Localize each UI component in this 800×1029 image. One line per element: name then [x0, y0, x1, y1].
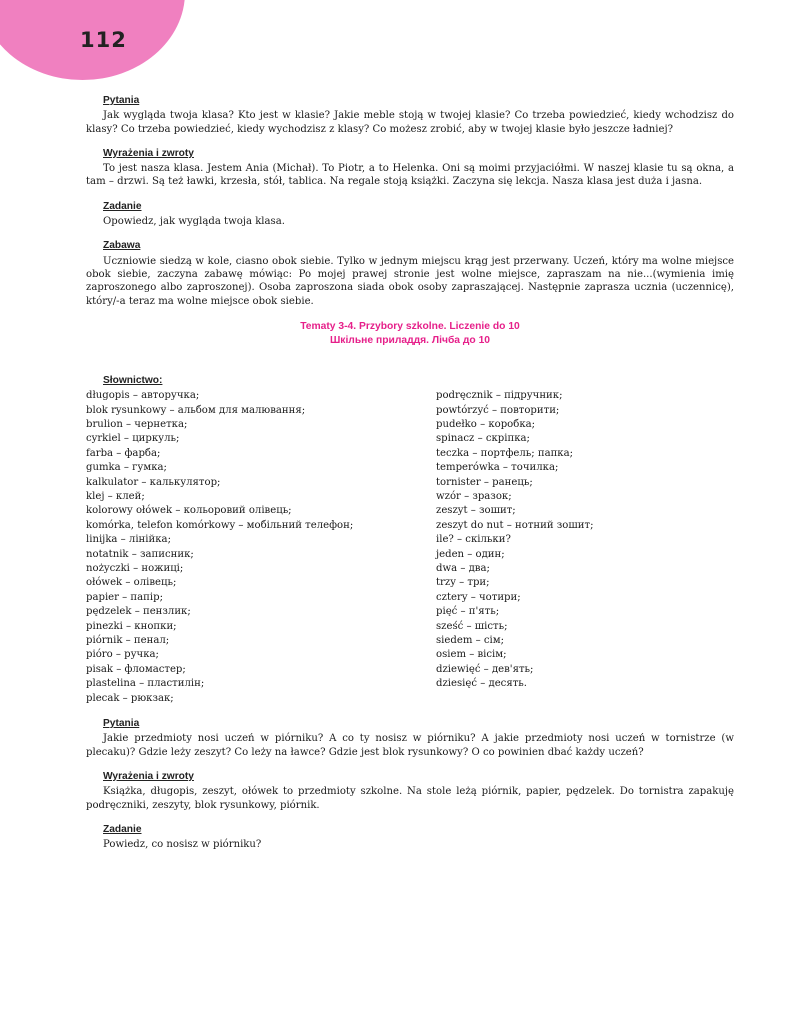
vocabulary-entry: kolorowy ołówek – кольоровий олівець;: [86, 505, 292, 517]
vocabulary-entry: cyrkiel – циркуль;: [86, 433, 180, 445]
vocabulary-columns: [86, 389, 734, 706]
page-number: 112: [80, 28, 127, 52]
section-heading: Wyrażenia i zwroty: [103, 770, 194, 782]
vocabulary-entry: dziewięć – дев'ять;: [436, 663, 534, 675]
section-heading: Zadanie: [103, 823, 142, 835]
vocabulary-entry: tornister – ранець;: [436, 476, 533, 488]
vocabulary-entry: wzór – зразок;: [436, 491, 512, 502]
section-text: Opowiedz, jak wygląda twoja klasa.: [103, 216, 285, 228]
vocabulary-entry: jeden – один;: [436, 548, 505, 560]
vocabulary-entry: plecak – рюкзак;: [86, 692, 174, 704]
section-wyrazenia-2: [86, 770, 734, 812]
topic-title: [86, 320, 734, 349]
section-pytania-2: [86, 717, 734, 759]
vocabulary-entry: kalkulator – калькулятор;: [86, 476, 221, 488]
vocabulary-entry: pędzelek – пензлик;: [86, 606, 191, 618]
section-text: Powiedz, co nosisz w piórniku?: [103, 839, 262, 851]
vocabulary-entry: osiem – вісім;: [436, 649, 507, 661]
page-content: [86, 94, 734, 862]
vocabulary-entry: linijka – лінійка;: [86, 534, 171, 546]
vocabulary-right-column: [436, 389, 734, 706]
vocabulary-entry: zeszyt – зошит;: [436, 505, 516, 517]
section-heading: Wyrażenia i zwroty: [103, 147, 194, 159]
vocabulary-entry: podręcznik – підручник;: [436, 390, 563, 402]
topic-title-polish: Tematy 3-4. Przybory szkolne. Liczenie do 10: [300, 320, 520, 332]
section-heading: Zabawa: [103, 240, 141, 252]
vocabulary-entry: długopis – авторучка;: [86, 390, 200, 402]
vocabulary-section: [86, 374, 734, 706]
vocabulary-entry: papier – папір;: [86, 591, 163, 603]
vocabulary-entry: komórka, telefon komórkowy – мобільний телефон;: [86, 519, 354, 531]
section-text: Książka, długopis, zeszyt, ołówek to przedmioty szkolne. Na stole leżą piórnik, papier, pędzelek. Do tornistra zapakuję podręczniki, zeszyty, blok rysunkowy, piórnik.: [86, 786, 734, 811]
vocabulary-entry: pudełko – коробка;: [436, 418, 536, 430]
vocabulary-entry: brulion – чернетка;: [86, 418, 188, 430]
vocabulary-entry: spinacz – скріпка;: [436, 433, 530, 445]
section-zabawa: [86, 239, 734, 307]
vocabulary-entry: blok rysunkowy – альбом для малювання;: [86, 404, 306, 416]
vocabulary-entry: teczka – портфель; папка;: [436, 447, 574, 459]
section-text: To jest nasza klasa. Jestem Ania (Michał). To Piotr, a to Helenka. Oni są moimi przyjaciółmi. W naszej klasie tu są okna, a tam – drzwi. Są też ławki, krzesła, stół, tablica. Na regale stoją książki. Zaczyna się lekcja. Nasza klasa jest duża i jasna.: [86, 163, 734, 188]
section-zadanie-2: [86, 823, 734, 852]
vocabulary-entry: plastelina – пластилін;: [86, 678, 205, 690]
vocabulary-left-column: [86, 389, 436, 706]
vocabulary-entry: notatnik – записник;: [86, 548, 194, 560]
vocabulary-entry: trzy – три;: [436, 577, 490, 589]
vocabulary-entry: pinezki – кнопки;: [86, 620, 177, 632]
vocabulary-entry: gumka – гумка;: [86, 462, 167, 474]
section-wyrazenia: [86, 147, 734, 189]
section-heading: Zadanie: [103, 200, 142, 212]
vocabulary-entry: sześć – шість;: [436, 620, 508, 632]
vocabulary-entry: piórnik – пенал;: [86, 635, 170, 647]
vocabulary-entry: ołówek – олівець;: [86, 577, 177, 589]
section-pytania: [86, 94, 734, 136]
vocabulary-entry: powtórzyć – повторити;: [436, 404, 560, 416]
vocabulary-entry: pióro – ручка;: [86, 649, 159, 661]
vocabulary-entry: pięć – п'ять;: [436, 606, 500, 618]
topic-title-ukrainian: Шкільне приладдя. Лічба до 10: [329, 335, 491, 347]
section-heading: Pytania: [103, 718, 140, 730]
vocabulary-entry: pisak – фломастер;: [86, 663, 186, 675]
vocabulary-entry: dziesięć – десять.: [436, 678, 527, 690]
section-zadanie: [86, 200, 734, 229]
section-text: Jakie przedmioty nosi uczeń w piórniku? A co ty nosisz w piórniku? A jakie przedmioty nosi uczeń w tornistrze (w plecaku)? Gdzie leży zeszyt? Co leży na ławce? Gdzie jest blok rysunkowy? O co powinien dbać każdy uczeń?: [86, 733, 734, 758]
section-heading: Pytania: [103, 95, 140, 106]
vocabulary-entry: zeszyt do nut – нотний зошит;: [436, 519, 594, 531]
section-text: Jak wygląda twoja klasa? Kto jest w klasie? Jakie meble stoją w twojej klasie? Co trzeba powiedzieć, kiedy wchodzisz do klasy? Co trzeba powiedzieć, kiedy wychodzisz z klasy? Co możesz zrobić, aby w twojej klasie było jeszcze ładniej?: [86, 110, 734, 135]
vocabulary-heading: Słownictwo:: [103, 374, 163, 386]
vocabulary-entry: dwa – два;: [436, 563, 490, 575]
section-text: Uczniowie siedzą w kole, ciasno obok siebie. Tylko w jednym miejscu krąg jest przerwany. Uczeń, który ma wolne miejsce obok siebie, zaczyna zabawę mówiąc: Po mojej prawej stronie jest wolne miejsce, zapraszam na nie...(wymienia imię zaproszonego albo zaproszonej). Osoba zaproszona siada obok osoby zapraszającej. Następnie zaprasza ucznia (uczennicę), który/-a teraz ma wolne miejsce obok siebie.: [86, 255, 734, 307]
vocabulary-entry: klej – клей;: [86, 491, 145, 502]
vocabulary-entry: ile? – скільки?: [436, 534, 511, 546]
vocabulary-entry: siedem – сім;: [436, 635, 504, 647]
vocabulary-entry: cztery – чотири;: [436, 591, 521, 603]
vocabulary-entry: temperówka – точилка;: [436, 462, 559, 474]
vocabulary-entry: nożyczki – ножиці;: [86, 563, 184, 575]
vocabulary-entry: farba – фарба;: [86, 447, 161, 459]
